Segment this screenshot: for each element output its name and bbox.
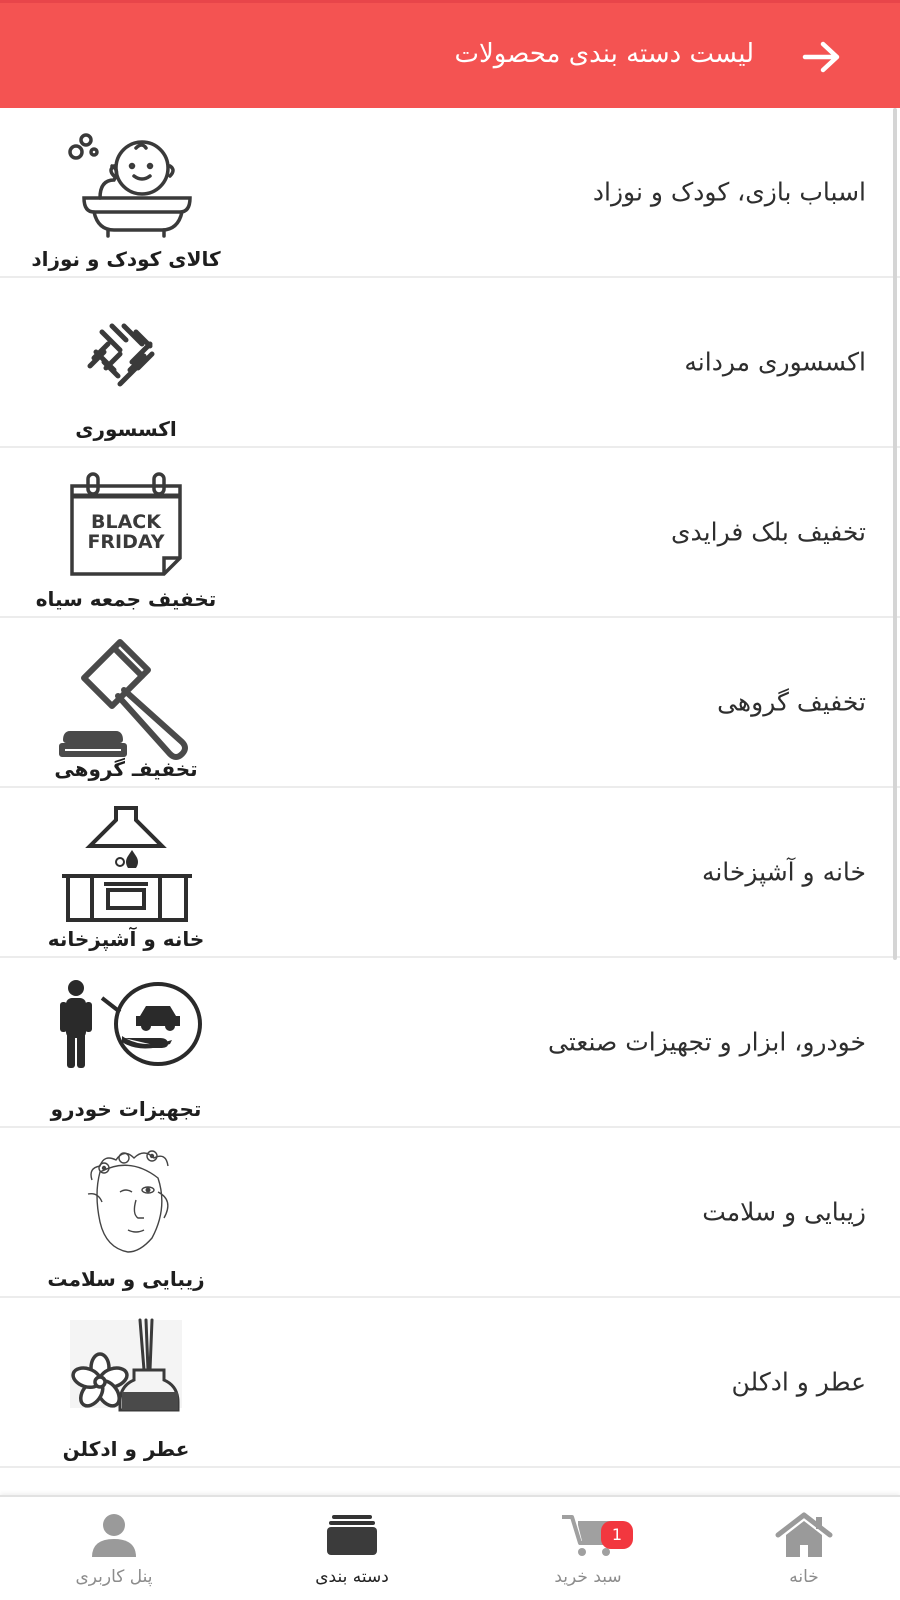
page-title: لیست دسته بندی محصولات <box>454 39 754 69</box>
app-header <box>0 0 900 108</box>
category-row-beauty-health[interactable] <box>0 1128 900 1298</box>
accessory-pattern-icon <box>48 296 204 422</box>
nav-cart[interactable] <box>508 1497 668 1600</box>
category-stack-icon <box>322 1511 382 1559</box>
nav-user-panel[interactable] <box>34 1497 194 1600</box>
category-list <box>0 108 900 1468</box>
category-thumbnail <box>18 806 234 956</box>
category-caption: خانه و آشپزخانه <box>47 927 205 951</box>
category-row-accessory[interactable] <box>0 278 900 448</box>
home-icon <box>774 1511 834 1559</box>
category-title: عطر و ادکلن <box>731 1367 866 1397</box>
cart-count-badge: 1 <box>601 1521 633 1549</box>
nav-label: پنل کاربری <box>75 1567 153 1587</box>
calendar-text-line2: FRIDAY <box>87 531 165 553</box>
category-title: تخفیف بلک فرایدی <box>670 517 866 547</box>
category-title: تخفیف گروهی <box>717 687 866 717</box>
category-row-perfume[interactable] <box>0 1298 900 1468</box>
category-thumbnail <box>18 296 234 446</box>
nav-label: دسته بندی <box>315 1567 389 1587</box>
nav-label: خانه <box>789 1567 819 1587</box>
kitchen-icon <box>48 806 204 932</box>
category-caption: تجهیزات خودرو <box>50 1097 202 1121</box>
gavel-icon <box>48 636 204 762</box>
category-title: زیبایی و سلامت <box>702 1197 866 1227</box>
black-friday-calendar-icon <box>48 466 204 592</box>
category-row-auto-tools[interactable] <box>0 958 900 1128</box>
category-thumbnail <box>18 1316 234 1466</box>
nav-home[interactable] <box>724 1497 884 1600</box>
category-row-baby[interactable] <box>0 108 900 278</box>
bottom-navigation <box>0 1495 900 1600</box>
category-thumbnail <box>18 636 234 786</box>
nav-label: سبد خرید <box>554 1567 622 1587</box>
back-button[interactable] <box>796 31 848 83</box>
category-caption: عطر و ادکلن <box>62 1437 190 1461</box>
category-caption: تخفیفـ گروهی <box>54 757 198 781</box>
category-caption: اکسسوری <box>75 417 177 441</box>
category-caption: کالای کودک و نوزاد <box>31 247 221 271</box>
category-title: خانه و آشپزخانه <box>701 857 866 887</box>
category-thumbnail <box>18 1146 234 1296</box>
category-caption: تخفیف جمعه سیاه <box>35 587 217 611</box>
baby-bath-icon <box>48 126 204 252</box>
user-icon <box>84 1511 144 1559</box>
car-equipment-icon <box>48 976 204 1102</box>
category-row-black-friday[interactable] <box>0 448 900 618</box>
category-thumbnail <box>18 466 234 616</box>
category-title: اکسسوری مردانه <box>684 347 866 377</box>
nav-categories[interactable] <box>272 1497 432 1600</box>
category-caption: زیبایی و سلامت <box>47 1267 205 1291</box>
arrow-right-icon <box>801 40 843 74</box>
category-thumbnail <box>18 126 234 276</box>
perfume-diffuser-icon <box>48 1316 204 1442</box>
category-title: اسباب بازی، کودک و نوزاد <box>592 177 866 207</box>
category-row-home-kitchen[interactable] <box>0 788 900 958</box>
calendar-text-line1: BLACK <box>91 511 161 533</box>
beauty-face-icon <box>48 1146 204 1272</box>
category-title: خودرو، ابزار و تجهیزات صنعتی <box>548 1027 866 1057</box>
category-row-group-discount[interactable] <box>0 618 900 788</box>
category-thumbnail <box>18 976 234 1126</box>
scrollbar[interactable] <box>893 108 897 960</box>
